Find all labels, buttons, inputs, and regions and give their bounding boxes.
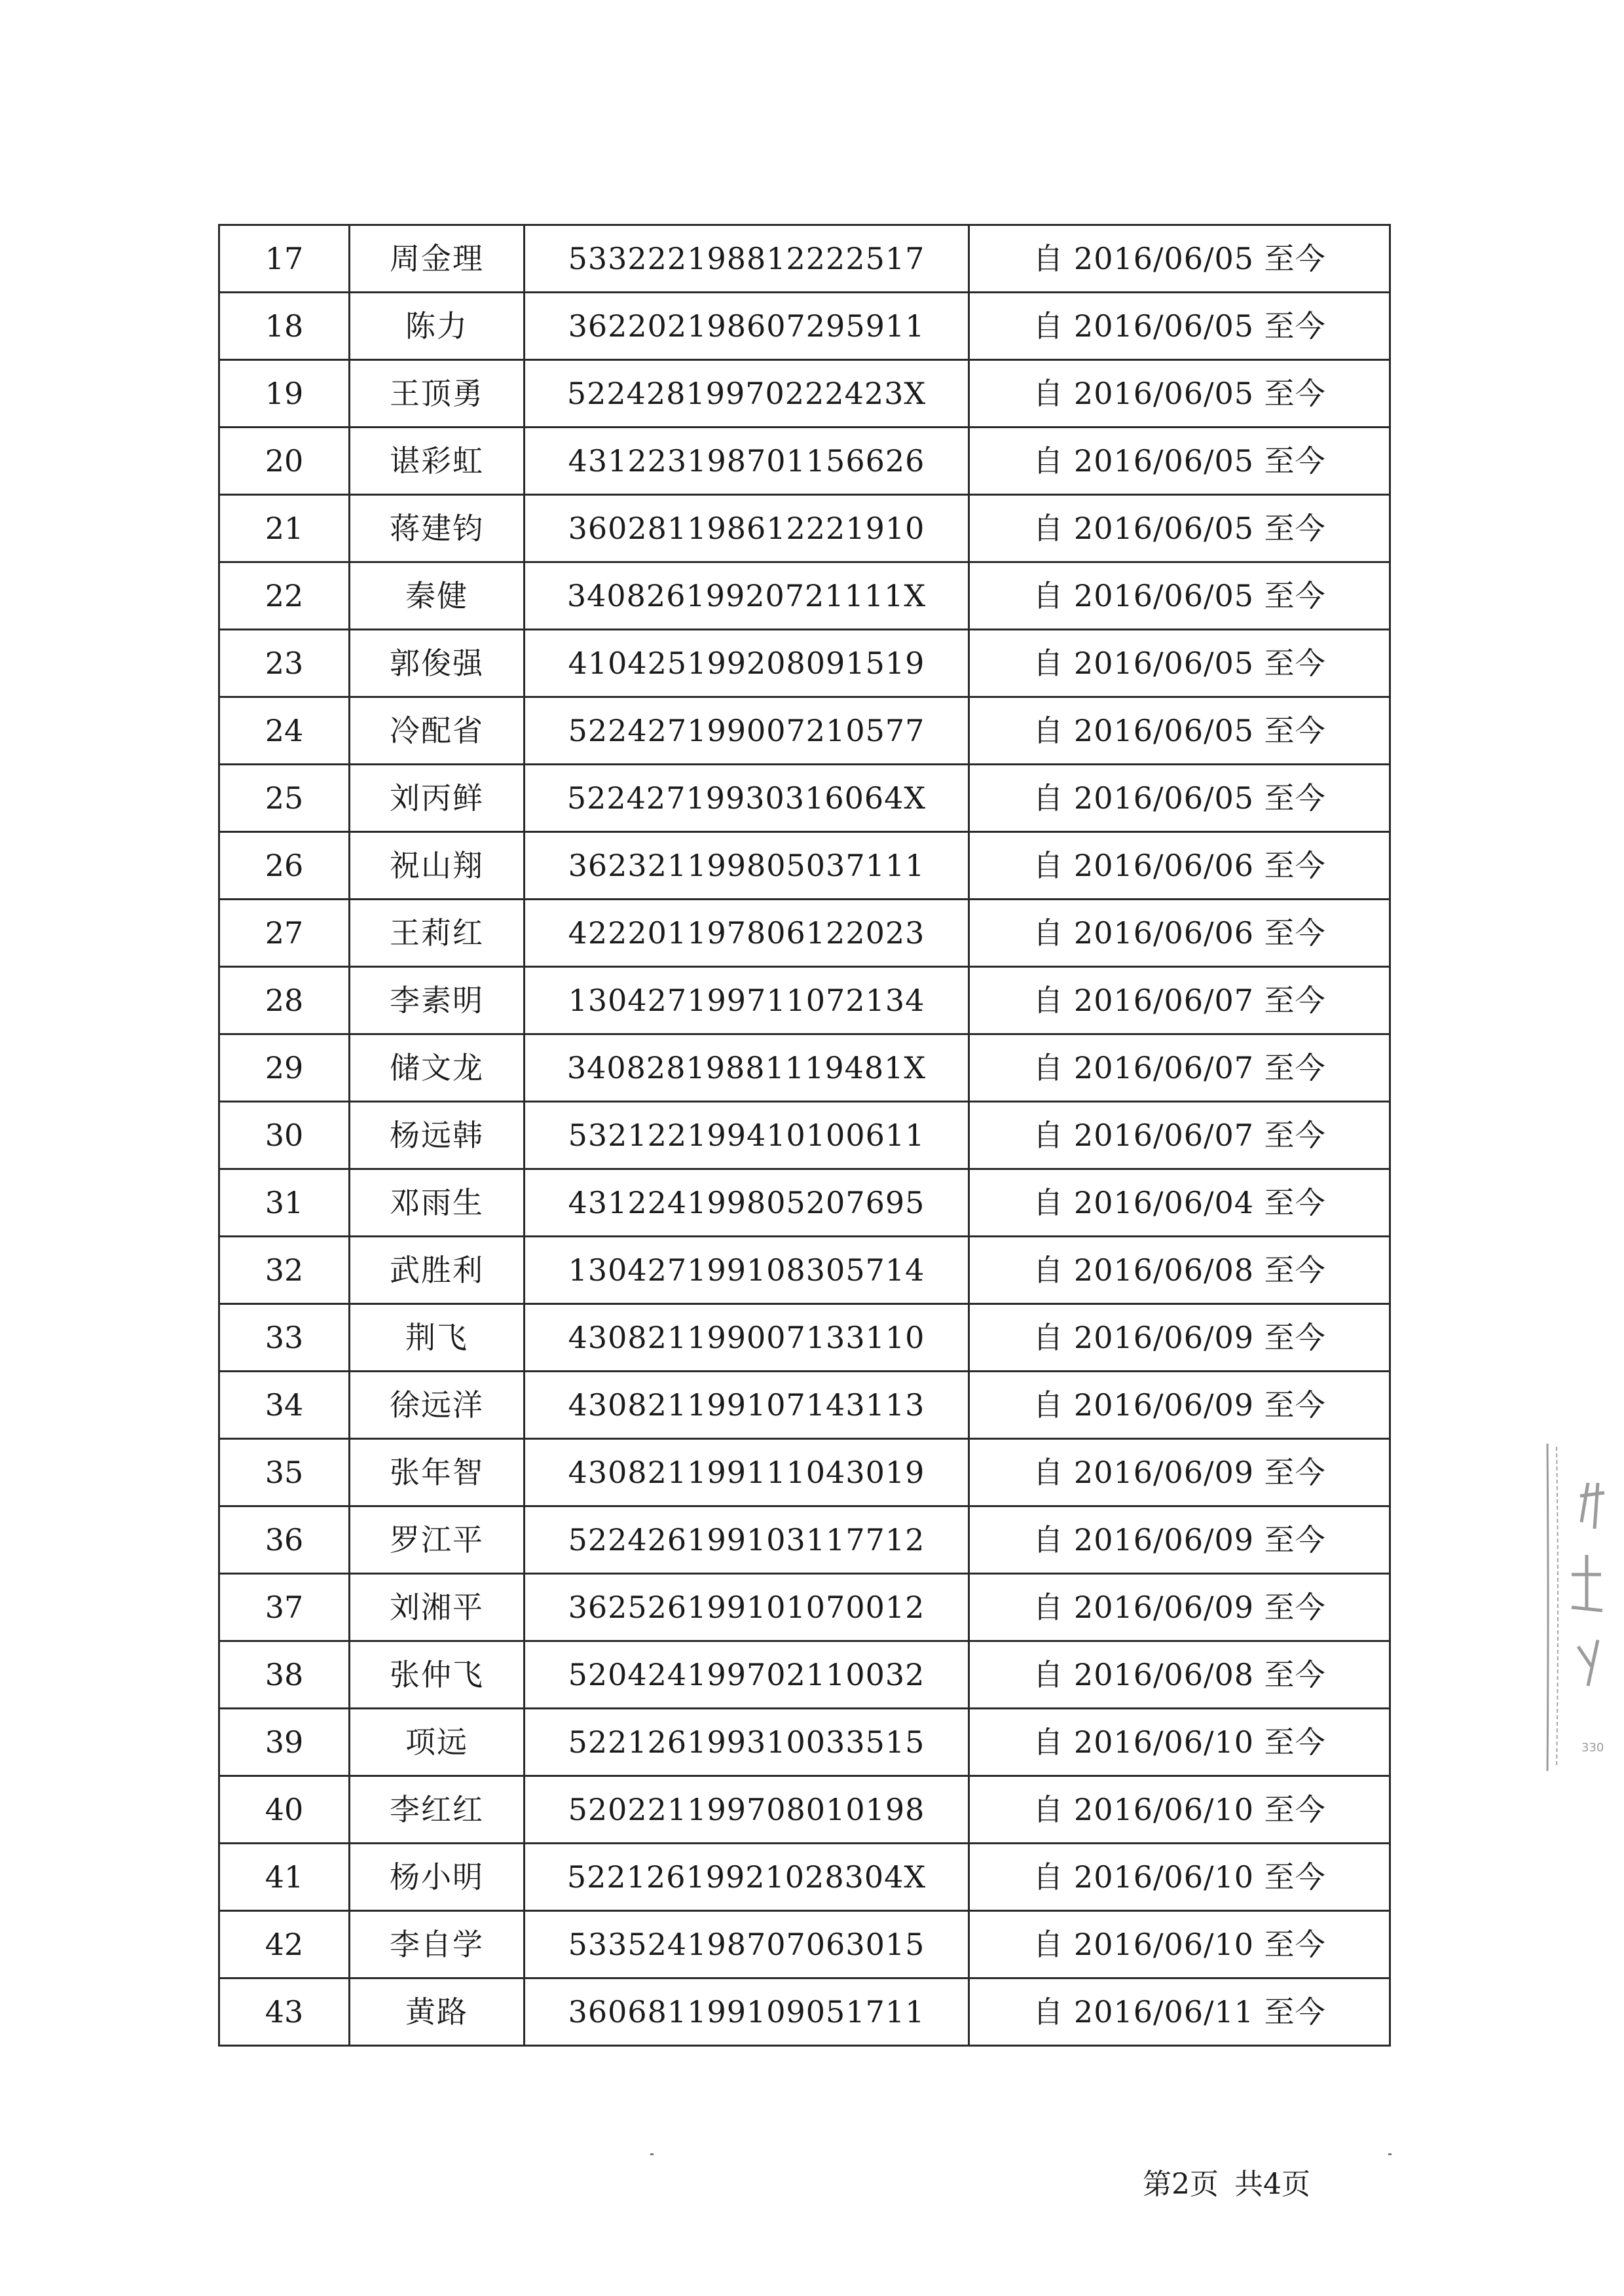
employment-period: 自 2016/06/09 至今 [969, 1574, 1390, 1641]
table-row [219, 1506, 1390, 1574]
employee-name: 杨远韩 [350, 1102, 525, 1169]
table-row [219, 630, 1390, 697]
employee-name: 周金理 [350, 225, 525, 293]
employee-name: 李素明 [350, 967, 525, 1034]
table-row [219, 1372, 1390, 1439]
employee-name: 王莉红 [350, 900, 525, 967]
employment-period: 自 2016/06/10 至今 [969, 1844, 1390, 1911]
employee-name: 荆飞 [350, 1304, 525, 1372]
row-index: 20 [219, 428, 350, 495]
id-number: 360281198612221910 [525, 495, 969, 562]
employee-name: 杨小明 [350, 1844, 525, 1911]
employment-period: 自 2016/06/09 至今 [969, 1506, 1390, 1574]
employment-period: 自 2016/06/08 至今 [969, 1237, 1390, 1304]
table-row [219, 225, 1390, 293]
id-number: 34082819881119481X [525, 1034, 969, 1102]
employment-period: 自 2016/06/06 至今 [969, 900, 1390, 967]
employee-name: 刘湘平 [350, 1574, 525, 1641]
employment-period: 自 2016/06/05 至今 [969, 360, 1390, 428]
page-number: 第2页 [1143, 2168, 1219, 2201]
table-row [219, 1102, 1390, 1169]
table-row [219, 1439, 1390, 1506]
employee-name: 谌彩虹 [350, 428, 525, 495]
id-number: 522427199007210577 [525, 697, 969, 765]
employee-name: 徐远洋 [350, 1372, 525, 1439]
employment-period: 自 2016/06/09 至今 [969, 1439, 1390, 1506]
employee-name: 项远 [350, 1709, 525, 1776]
id-number: 533524198707063015 [525, 1911, 969, 1978]
employment-period: 自 2016/06/08 至今 [969, 1641, 1390, 1709]
row-index: 37 [219, 1574, 350, 1641]
employee-name: 罗江平 [350, 1506, 525, 1574]
id-number: 522126199310033515 [525, 1709, 969, 1776]
id-number: 422201197806122023 [525, 900, 969, 967]
table-row [219, 1709, 1390, 1776]
table-row [219, 765, 1390, 832]
table-row [219, 562, 1390, 630]
row-index: 30 [219, 1102, 350, 1169]
id-number: 52212619921028304X [525, 1844, 969, 1911]
row-index: 38 [219, 1641, 350, 1709]
row-index: 42 [219, 1911, 350, 1978]
employee-name: 秦健 [350, 562, 525, 630]
employment-period: 自 2016/06/11 至今 [969, 1978, 1390, 2046]
employment-period: 自 2016/06/05 至今 [969, 562, 1390, 630]
id-number: 410425199208091519 [525, 630, 969, 697]
employment-period: 自 2016/06/09 至今 [969, 1372, 1390, 1439]
id-number: 522426199103117712 [525, 1506, 969, 1574]
employment-period: 自 2016/06/09 至今 [969, 1304, 1390, 1372]
employee-name: 张仲飞 [350, 1641, 525, 1709]
id-number: 362202198607295911 [525, 293, 969, 360]
row-index: 41 [219, 1844, 350, 1911]
table-row [219, 1574, 1390, 1641]
row-index: 19 [219, 360, 350, 428]
employee-name: 李自学 [350, 1911, 525, 1978]
id-number: 52242719930316064X [525, 765, 969, 832]
id-number: 362526199101070012 [525, 1574, 969, 1641]
row-index: 28 [219, 967, 350, 1034]
employment-period: 自 2016/06/10 至今 [969, 1776, 1390, 1844]
stamp-number: 330 [1581, 1741, 1604, 1755]
employment-period: 自 2016/06/10 至今 [969, 1709, 1390, 1776]
id-number: 532122199410100611 [525, 1102, 969, 1169]
row-index: 26 [219, 832, 350, 900]
employment-period: 自 2016/06/05 至今 [969, 428, 1390, 495]
employee-name: 冷配省 [350, 697, 525, 765]
employee-name: 储文龙 [350, 1034, 525, 1102]
row-index: 18 [219, 293, 350, 360]
page-footer [1143, 2160, 1326, 2202]
row-index: 33 [219, 1304, 350, 1372]
employment-period: 自 2016/06/05 至今 [969, 495, 1390, 562]
row-index: 27 [219, 900, 350, 967]
table-row [219, 900, 1390, 967]
id-number: 533222198812222517 [525, 225, 969, 293]
row-index: 35 [219, 1439, 350, 1506]
scan-speck [650, 2153, 654, 2155]
row-index: 43 [219, 1978, 350, 2046]
table-row [219, 1034, 1390, 1102]
id-number: 362321199805037111 [525, 832, 969, 900]
employment-period: 自 2016/06/05 至今 [969, 697, 1390, 765]
row-index: 39 [219, 1709, 350, 1776]
employment-period: 自 2016/06/10 至今 [969, 1911, 1390, 1978]
page-total: 共4页 [1234, 2168, 1310, 2201]
employee-name: 武胜利 [350, 1237, 525, 1304]
scan-speck [1388, 2153, 1392, 2155]
table-row [219, 1641, 1390, 1709]
employment-period: 自 2016/06/05 至今 [969, 630, 1390, 697]
employee-name: 刘丙鲜 [350, 765, 525, 832]
row-index: 40 [219, 1776, 350, 1844]
table-row [219, 832, 1390, 900]
row-index: 34 [219, 1372, 350, 1439]
id-number: 430821199007133110 [525, 1304, 969, 1372]
id-number: 130427199108305714 [525, 1237, 969, 1304]
employee-name: 张年智 [350, 1439, 525, 1506]
partial-seal-stamp [1542, 1444, 1614, 1771]
employee-name: 黄路 [350, 1978, 525, 2046]
row-index: 24 [219, 697, 350, 765]
row-index: 23 [219, 630, 350, 697]
row-index: 29 [219, 1034, 350, 1102]
id-number: 130427199711072134 [525, 967, 969, 1034]
employee-name: 祝山翔 [350, 832, 525, 900]
employee-table-body [219, 225, 1390, 2046]
employee-name: 邓雨生 [350, 1169, 525, 1237]
employment-period: 自 2016/06/05 至今 [969, 225, 1390, 293]
id-number: 520424199702110032 [525, 1641, 969, 1709]
row-index: 21 [219, 495, 350, 562]
table-row [219, 495, 1390, 562]
employee-name: 陈力 [350, 293, 525, 360]
id-number: 520221199708010198 [525, 1776, 969, 1844]
employment-period: 自 2016/06/06 至今 [969, 832, 1390, 900]
employment-period: 自 2016/06/07 至今 [969, 1102, 1390, 1169]
row-index: 32 [219, 1237, 350, 1304]
table-row [219, 360, 1390, 428]
table-row [219, 1844, 1390, 1911]
row-index: 22 [219, 562, 350, 630]
id-number: 430821199111043019 [525, 1439, 969, 1506]
employee-name: 王顶勇 [350, 360, 525, 428]
row-index: 25 [219, 765, 350, 832]
employee-name: 郭俊强 [350, 630, 525, 697]
id-number: 34082619920721111X [525, 562, 969, 630]
employment-period: 自 2016/06/07 至今 [969, 967, 1390, 1034]
row-index: 17 [219, 225, 350, 293]
id-number: 430821199107143113 [525, 1372, 969, 1439]
table-row [219, 697, 1390, 765]
table-row [219, 428, 1390, 495]
id-number: 360681199109051711 [525, 1978, 969, 2046]
employment-period: 自 2016/06/04 至今 [969, 1169, 1390, 1237]
id-number: 431224199805207695 [525, 1169, 969, 1237]
employee-table [218, 224, 1391, 2047]
employee-name: 李红红 [350, 1776, 525, 1844]
row-index: 36 [219, 1506, 350, 1574]
id-number: 431223198701156626 [525, 428, 969, 495]
employee-name: 蒋建钧 [350, 495, 525, 562]
table-row [219, 293, 1390, 360]
employment-period: 自 2016/06/05 至今 [969, 293, 1390, 360]
table-row [219, 1978, 1390, 2046]
table-row [219, 967, 1390, 1034]
employment-period: 自 2016/06/07 至今 [969, 1034, 1390, 1102]
table-row [219, 1237, 1390, 1304]
employment-period: 自 2016/06/05 至今 [969, 765, 1390, 832]
row-index: 31 [219, 1169, 350, 1237]
table-row [219, 1304, 1390, 1372]
table-row [219, 1776, 1390, 1844]
table-row [219, 1911, 1390, 1978]
id-number: 52242819970222423X [525, 360, 969, 428]
table-row [219, 1169, 1390, 1237]
